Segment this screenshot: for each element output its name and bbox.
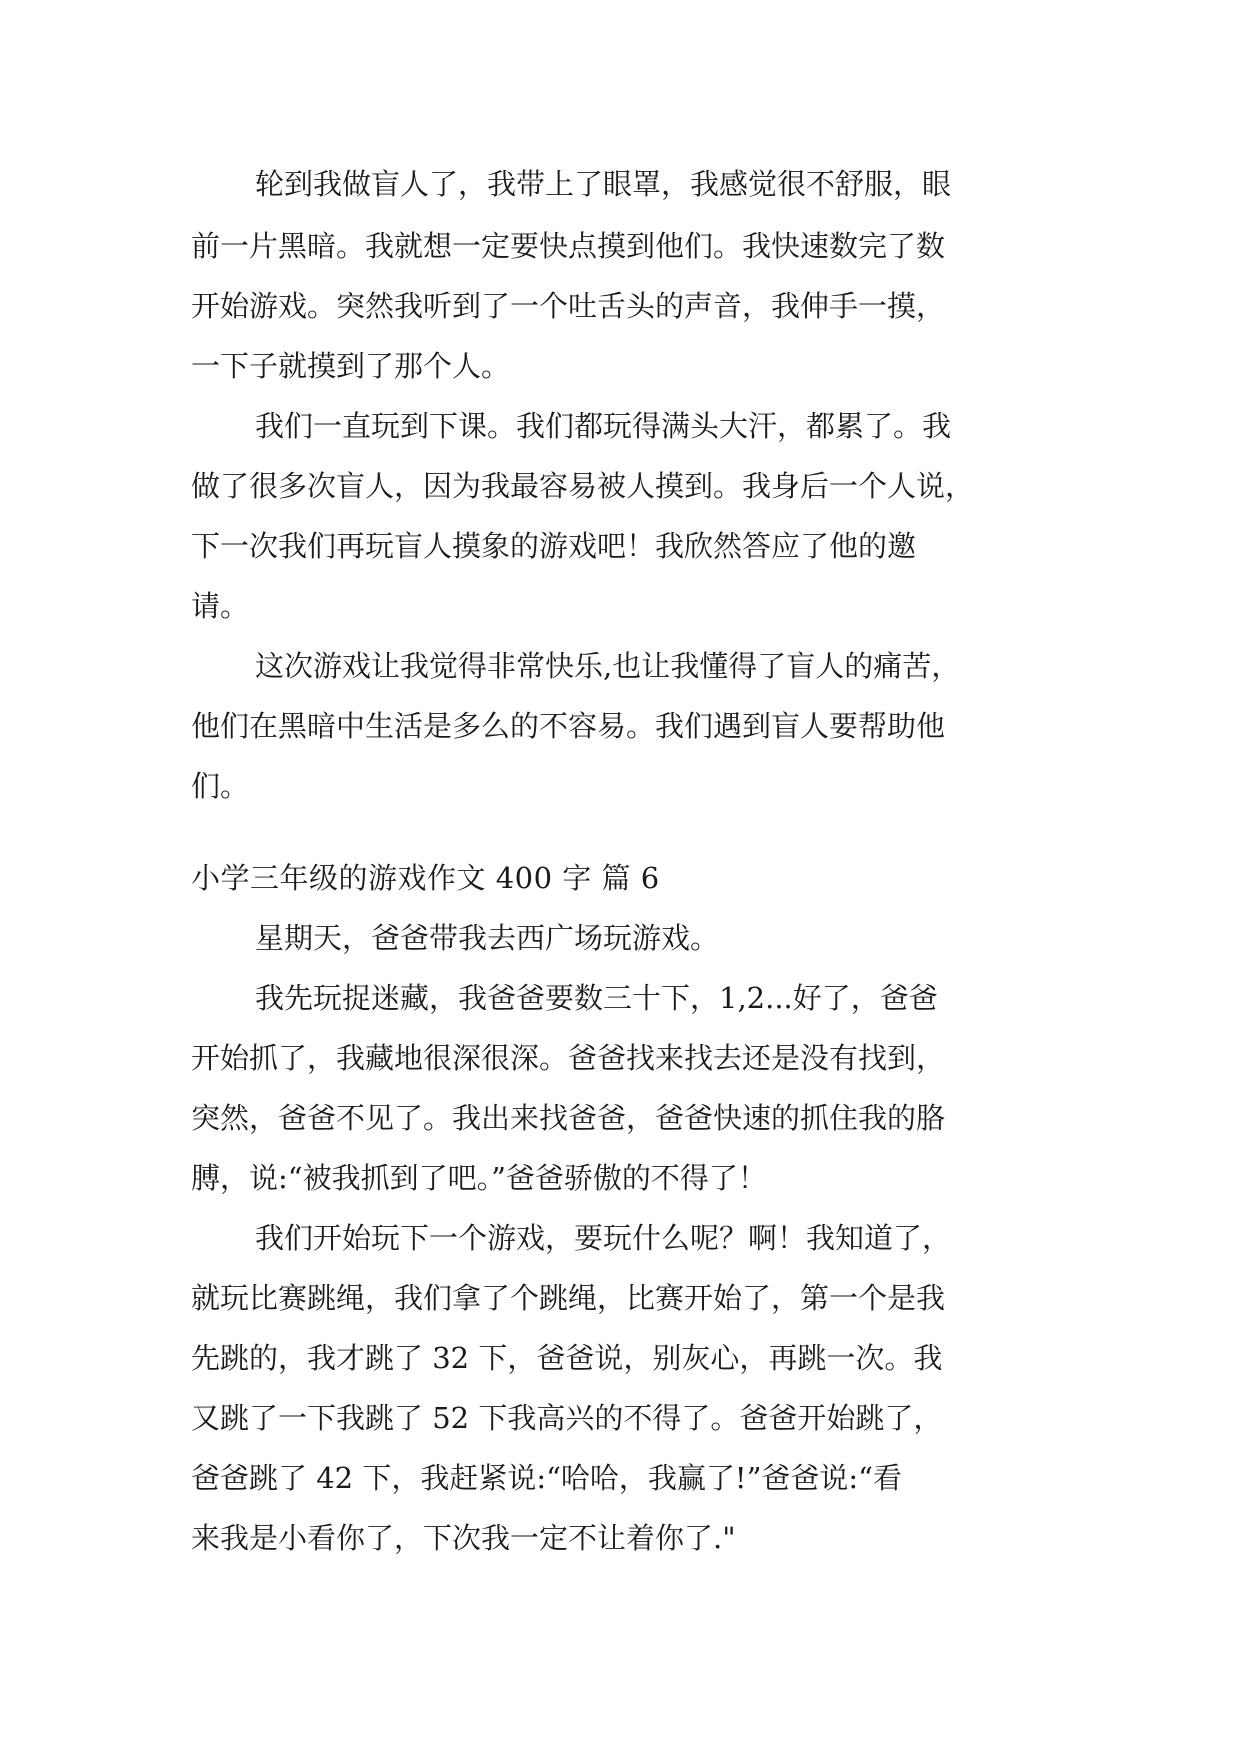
paragraph-6-line-4: 又跳了一下我跳了 52 下我高兴的不得了。爸爸开始跳了， bbox=[191, 1401, 943, 1435]
paragraph-6-line-1: 我们开始玩下一个游戏，要玩什么呢？啊！我知道了， bbox=[255, 1221, 952, 1255]
paragraph-4-line-1: 星期天，爸爸带我去西广场玩游戏。 bbox=[255, 921, 720, 955]
paragraph-5-line-3: 突然，爸爸不见了。我出来找爸爸，爸爸快速的抓住我的胳 bbox=[191, 1101, 946, 1135]
paragraph-3-line-2: 他们在黑暗中生活是多么的不容易。我们遇到盲人要帮助他 bbox=[191, 709, 946, 743]
paragraph-5-line-2: 开始抓了，我藏地很深很深。爸爸找来找去还是没有找到， bbox=[191, 1041, 946, 1075]
paragraph-5-line-1: 我先玩捉迷藏，我爸爸要数三十下，1,2...好了，爸爸 bbox=[255, 981, 938, 1015]
paragraph-6-line-5: 爸爸跳了 42 下，我赶紧说:“哈哈，我赢了!”爸爸说:“看 bbox=[191, 1461, 903, 1495]
paragraph-1-line-1: 轮到我做盲人了，我带上了眼罩，我感觉很不舒服，眼 bbox=[255, 167, 952, 201]
paragraph-3-line-1: 这次游戏让我觉得非常快乐,也让我懂得了盲人的痛苦， bbox=[255, 649, 961, 683]
paragraph-2-line-2: 做了很多次盲人，因为我最容易被人摸到。我身后一个人说， bbox=[191, 469, 975, 503]
paragraph-2-line-4: 请。 bbox=[191, 589, 250, 623]
paragraph-6-line-3: 先跳的，我才跳了 32 下，爸爸说，别灰心，再跳一次。我 bbox=[191, 1341, 943, 1375]
paragraph-2-line-3: 下一次我们再玩盲人摸象的游戏吧！我欣然答应了他的邀 bbox=[191, 529, 917, 563]
paragraph-2-line-1: 我们一直玩到下课。我们都玩得满头大汗，都累了。我 bbox=[255, 409, 952, 443]
paragraph-5-line-4: 膊，说:“被我抓到了吧。”爸爸骄傲的不得了！ bbox=[191, 1161, 767, 1195]
paragraph-1-line-2: 前一片黑暗。我就想一定要快点摸到他们。我快速数完了数 bbox=[191, 229, 946, 263]
paragraph-1-line-4: 一下子就摸到了那个人。 bbox=[191, 349, 511, 383]
paragraph-1-line-3: 开始游戏。突然我听到了一个吐舌头的声音，我伸手一摸， bbox=[191, 289, 946, 323]
paragraph-6-line-6: 来我是小看你了，下次我一定不让着你了." bbox=[191, 1521, 736, 1555]
paragraph-6-line-2: 就玩比赛跳绳，我们拿了个跳绳，比赛开始了，第一个是我 bbox=[191, 1281, 946, 1315]
section-heading: 小学三年级的游戏作文 400 字 篇 6 bbox=[191, 861, 660, 895]
paragraph-3-line-3: 们。 bbox=[191, 769, 250, 803]
